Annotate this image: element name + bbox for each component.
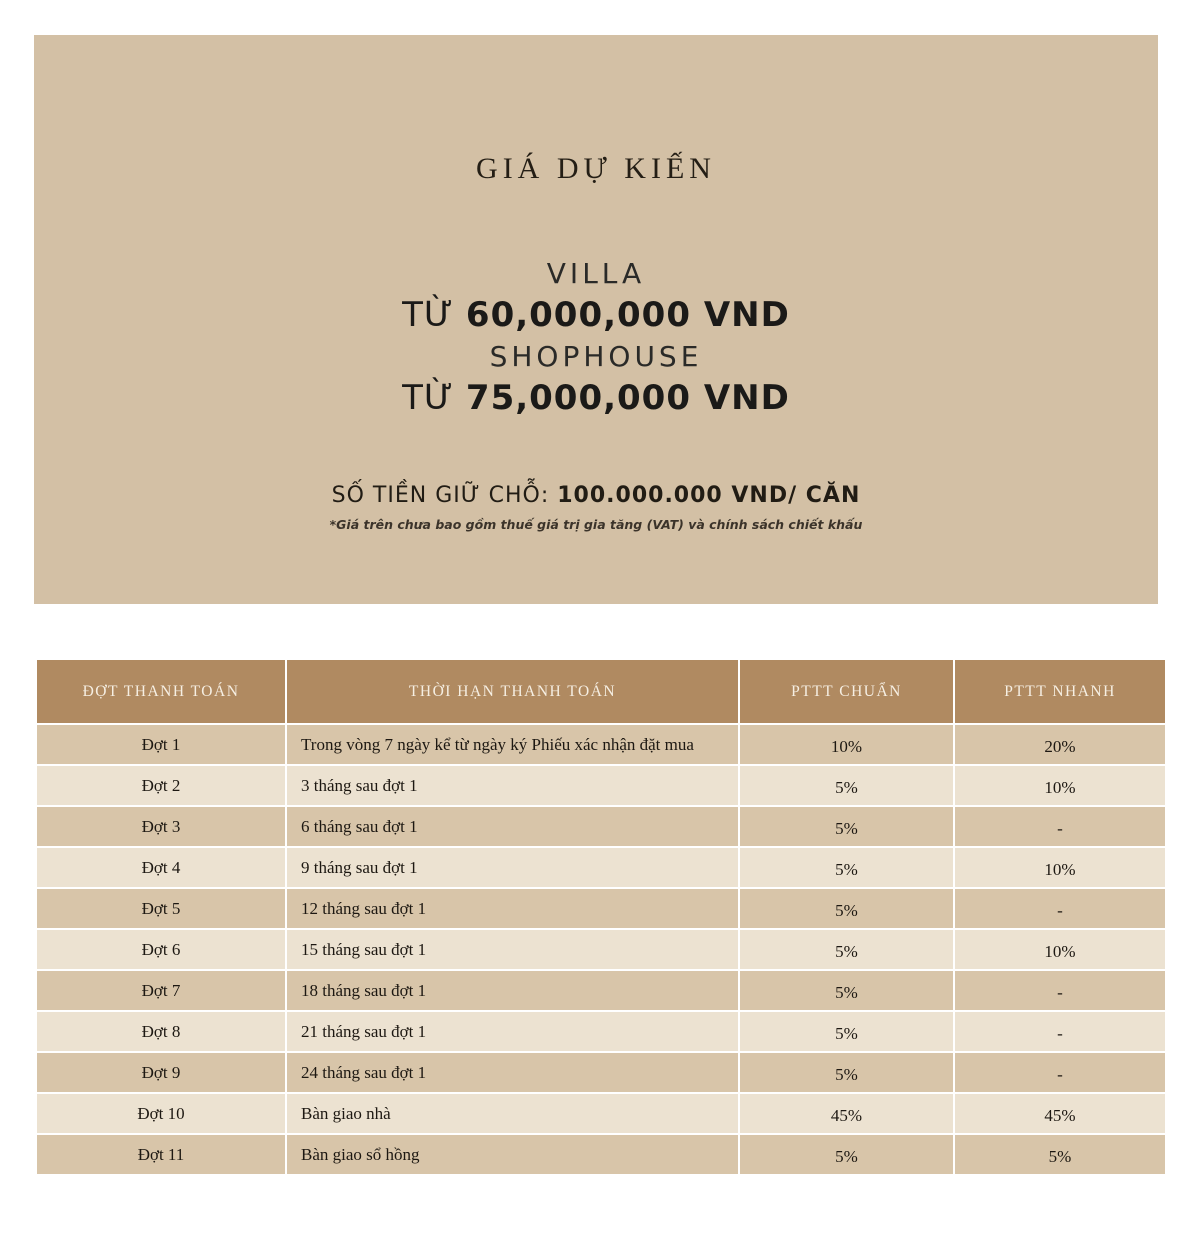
deadline-cell: 24 tháng sau đợt 1 [286, 1052, 739, 1093]
installment-cell: Đợt 6 [36, 929, 286, 970]
standard-pct-cell: 5% [739, 888, 954, 929]
villa-price-line [34, 294, 1158, 337]
deadline-cell: 15 tháng sau đợt 1 [286, 929, 739, 970]
installment-cell: Đợt 9 [36, 1052, 286, 1093]
standard-pct-cell: 5% [739, 1011, 954, 1052]
table-row [36, 1011, 1166, 1052]
standard-pct-cell: 5% [739, 847, 954, 888]
deadline-cell: Bàn giao nhà [286, 1093, 739, 1134]
standard-pct-cell: 5% [739, 929, 954, 970]
payment-table-body [36, 724, 1166, 1175]
table-row [36, 1134, 1166, 1175]
fast-pct-cell: 10% [954, 847, 1166, 888]
shophouse-label: SHOPHOUSE [489, 340, 703, 373]
installment-cell: Đợt 10 [36, 1093, 286, 1134]
installment-cell: Đợt 1 [36, 724, 286, 765]
standard-pct-cell: 5% [739, 806, 954, 847]
table-row [36, 724, 1166, 765]
fast-pct-cell: - [954, 806, 1166, 847]
standard-pct-cell: 5% [739, 765, 954, 806]
banner-title: GIÁ DỰ KIẾN [476, 152, 716, 185]
shophouse-price-value: 75,000,000 VND [465, 378, 790, 418]
table-row [36, 847, 1166, 888]
table-row [36, 929, 1166, 970]
deadline-cell: Trong vòng 7 ngày kể từ ngày ký Phiếu xác nhận đặt mua [286, 724, 739, 765]
header-row [36, 659, 1166, 724]
deadline-cell: 21 tháng sau đợt 1 [286, 1011, 739, 1052]
installment-cell: Đợt 11 [36, 1134, 286, 1175]
table-row [36, 1093, 1166, 1134]
installment-cell: Đợt 5 [36, 888, 286, 929]
standard-pct-cell: 45% [739, 1093, 954, 1134]
deadline-cell: 6 tháng sau đợt 1 [286, 806, 739, 847]
fast-pct-cell: 10% [954, 765, 1166, 806]
shophouse-price-prefix: TỪ [402, 378, 455, 418]
deposit-value: 100.000.000 VND/ CĂN [557, 483, 861, 508]
standard-pct-cell: 5% [739, 1134, 954, 1175]
installment-cell: Đợt 2 [36, 765, 286, 806]
price-banner [34, 35, 1158, 604]
deposit-label: SỐ TIỀN GIỮ CHỖ: [331, 483, 550, 508]
table-header [36, 659, 1166, 724]
deadline-cell: 3 tháng sau đợt 1 [286, 765, 739, 806]
table-row [36, 970, 1166, 1011]
deadline-cell: 9 tháng sau đợt 1 [286, 847, 739, 888]
fast-pct-cell: 5% [954, 1134, 1166, 1175]
deadline-cell: 12 tháng sau đợt 1 [286, 888, 739, 929]
installment-cell: Đợt 4 [36, 847, 286, 888]
table-row [36, 765, 1166, 806]
table-row [36, 1052, 1166, 1093]
payment-schedule-table [35, 658, 1167, 1176]
fast-pct-cell: 20% [954, 724, 1166, 765]
villa-price-value: 60,000,000 VND [465, 295, 790, 335]
fast-pct-cell: - [954, 1011, 1166, 1052]
deadline-cell: Bàn giao sổ hồng [286, 1134, 739, 1175]
price-block [34, 254, 1158, 420]
installment-cell: Đợt 3 [36, 806, 286, 847]
fast-pct-cell: 10% [954, 929, 1166, 970]
deposit-line [34, 482, 1158, 509]
header-fast: PTTT NHANH [954, 659, 1166, 724]
fast-pct-cell: - [954, 888, 1166, 929]
vat-note: *Giá trên chưa bao gồm thuế giá trị gia tăng (VAT) và chính sách chiết khấu [329, 517, 863, 532]
fast-pct-cell: - [954, 1052, 1166, 1093]
header-standard: PTTT CHUẨN [739, 659, 954, 724]
deadline-cell: 18 tháng sau đợt 1 [286, 970, 739, 1011]
shophouse-price-line [34, 377, 1158, 420]
table-row [36, 888, 1166, 929]
table-row [36, 806, 1166, 847]
header-installment: ĐỢT THANH TOÁN [36, 659, 286, 724]
standard-pct-cell: 5% [739, 970, 954, 1011]
fast-pct-cell: - [954, 970, 1166, 1011]
standard-pct-cell: 10% [739, 724, 954, 765]
installment-cell: Đợt 8 [36, 1011, 286, 1052]
installment-cell: Đợt 7 [36, 970, 286, 1011]
standard-pct-cell: 5% [739, 1052, 954, 1093]
villa-label: VILLA [546, 257, 646, 290]
villa-price-prefix: TỪ [402, 295, 455, 335]
fast-pct-cell: 45% [954, 1093, 1166, 1134]
header-deadline: THỜI HẠN THANH TOÁN [286, 659, 739, 724]
